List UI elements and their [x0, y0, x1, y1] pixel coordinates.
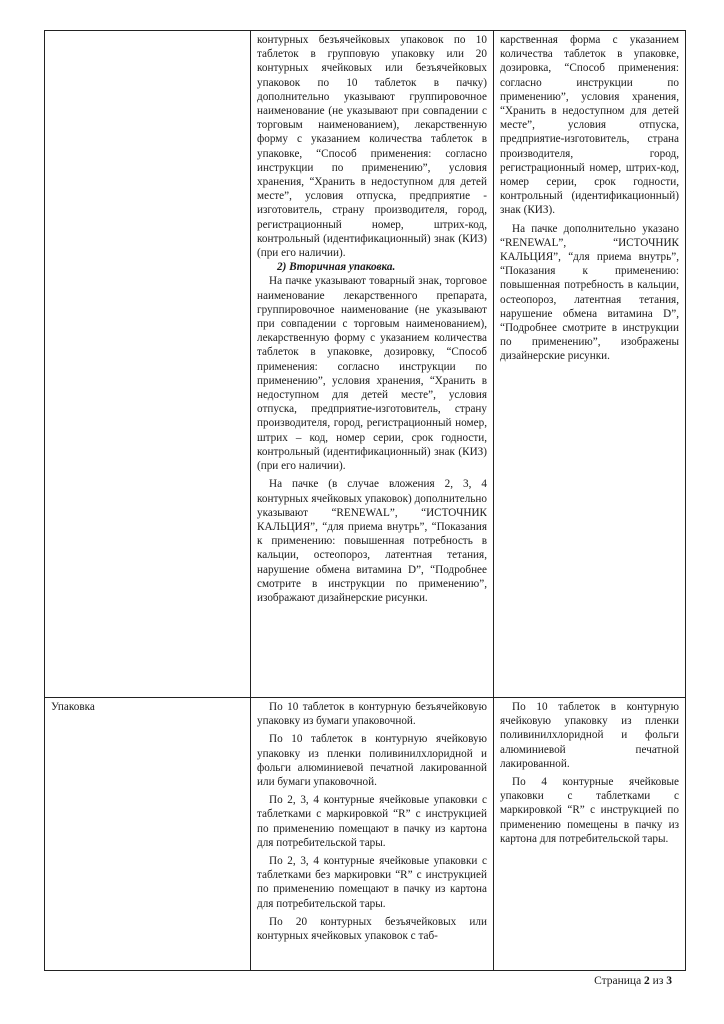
- paragraph: На пачке дополнительно указано “RENEWAL”, “ИСТОЧНИК КАЛЬЦИЯ”, “для приема внутрь”, “Показания к применению: повышенная потребность в кальции, остеопороз, латентная тетания, нарушение обмена витамина D”, “Подробнее смотрите в инструкции по применению”, изображены дизайнерские рисунки.: [500, 222, 679, 363]
- paragraph: контурных безъячейковых упаковок по 10 таблеток в групповую упаковку или 20 контурных ячейковых или безъячейковых упаковок по 10 таблеток в пачку) дополнительно указывают группировочное наименование (не указывают при совпадении с торговым наименованием), лекарственную форму с указанием количества таблеток в упаковке, “Способ применения: согласно инструкции по применению”, условия хранения, “Хранить в недоступном для детей месте”, условия отпуска, предприятие - изготовитель, страну производителя, город, регистрационный номер, штрих-код, контрольный (идентификационный) знак (КИЗ) (при его наличии).: [257, 34, 487, 260]
- row-label: [45, 31, 251, 698]
- actual-cell: [494, 31, 686, 698]
- paragraph: На пачке (в случае вложения 2, 3, 4 контурных ячейковых упаковок) дополнительно указывают “RENEWAL”, “ИСТОЧНИК КАЛЬЦИЯ”, “для приема внутрь”, “Показания к применению: повышенная потребность в кальции, остеопороз, латентная тетания, нарушение обмена витамина D”, “Подробнее смотрите в инструкции по применению”, изображают дизайнерские рисунки.: [257, 478, 487, 604]
- paragraph: По 10 таблеток в контурную ячейковую упаковку из пленки поливинилхлоридной и фольги алюминиевой печатной лакированной.: [500, 701, 679, 770]
- table-row: [45, 31, 686, 698]
- paragraph: По 2, 3, 4 контурные ячейковые упаковки с таблетками без маркировки “R” с инструкцией по применению помещают в пачку из картона для потребительской тары.: [257, 855, 487, 910]
- page-total: 3: [666, 975, 672, 987]
- row-label-packaging: Упаковка: [45, 698, 251, 971]
- paragraph: По 20 контурных безъячейковых или контурных ячейковых упаковок с таб-: [257, 915, 487, 943]
- requirements-cell: [251, 31, 494, 698]
- paragraph: карственная форма с указанием количества таблеток в упаковке, дозировка, “Способ применения: согласно инструкции по применению”, условия хранения, “Хранить в недоступном для детей месте”, условия отпуска, предприятие-изготовитель, страна производителя, город, регистрационный номер, штрих-код, номер серии, срок годности, контрольный (идентификационный) знак (КИЗ).: [500, 34, 679, 217]
- page-number: [594, 975, 672, 987]
- page-current: 2: [644, 975, 650, 987]
- paragraph: По 10 таблеток в контурную ячейковую упаковку из пленки поливинилхлоридной и фольги алюминиевой печатной лакированной или бумаги упаковочной.: [257, 733, 487, 789]
- paragraph: По 4 контурные ячейковые упаковки с таблетками с маркировкой “R” с инструкцией по применению помещены в пачку из картона для потребительской тары.: [500, 776, 679, 845]
- actual-cell: [494, 698, 686, 971]
- paragraph: По 10 таблеток в контурную безъячейковую упаковку из бумаги упаковочной.: [257, 701, 487, 728]
- requirements-cell: [251, 698, 494, 971]
- subheading-secondary-packaging: 2) Вторичная упаковка.: [277, 261, 396, 274]
- paragraph: На пачке указывают товарный знак, торговое наименование лекарственного препарата, группировочное наименование (не указывают при совпадении с торговым наименованием), лекарственную форму с указанием количества таблеток в упаковке, дозировку, “Способ применения: согласно инструкции по применению”, условия хранения, “Хранить в недоступном для детей месте”, условия отпуска, предприятие-изготовитель, страну производителя, город, регистрационный номер, штрих – код, номер серии, срок годности, контрольный (идентификационный) знак (КИЗ) (при его наличии).: [257, 275, 487, 473]
- spec-table: [44, 30, 686, 971]
- table-row: [45, 698, 686, 971]
- page-of: из: [652, 975, 664, 987]
- paragraph: По 2, 3, 4 контурные ячейковые упаковки с таблетками с маркировкой “R” с инструкцией по применению помещают в пачку из картона для потребительской тары.: [257, 794, 487, 849]
- page-prefix: Страница: [594, 975, 642, 987]
